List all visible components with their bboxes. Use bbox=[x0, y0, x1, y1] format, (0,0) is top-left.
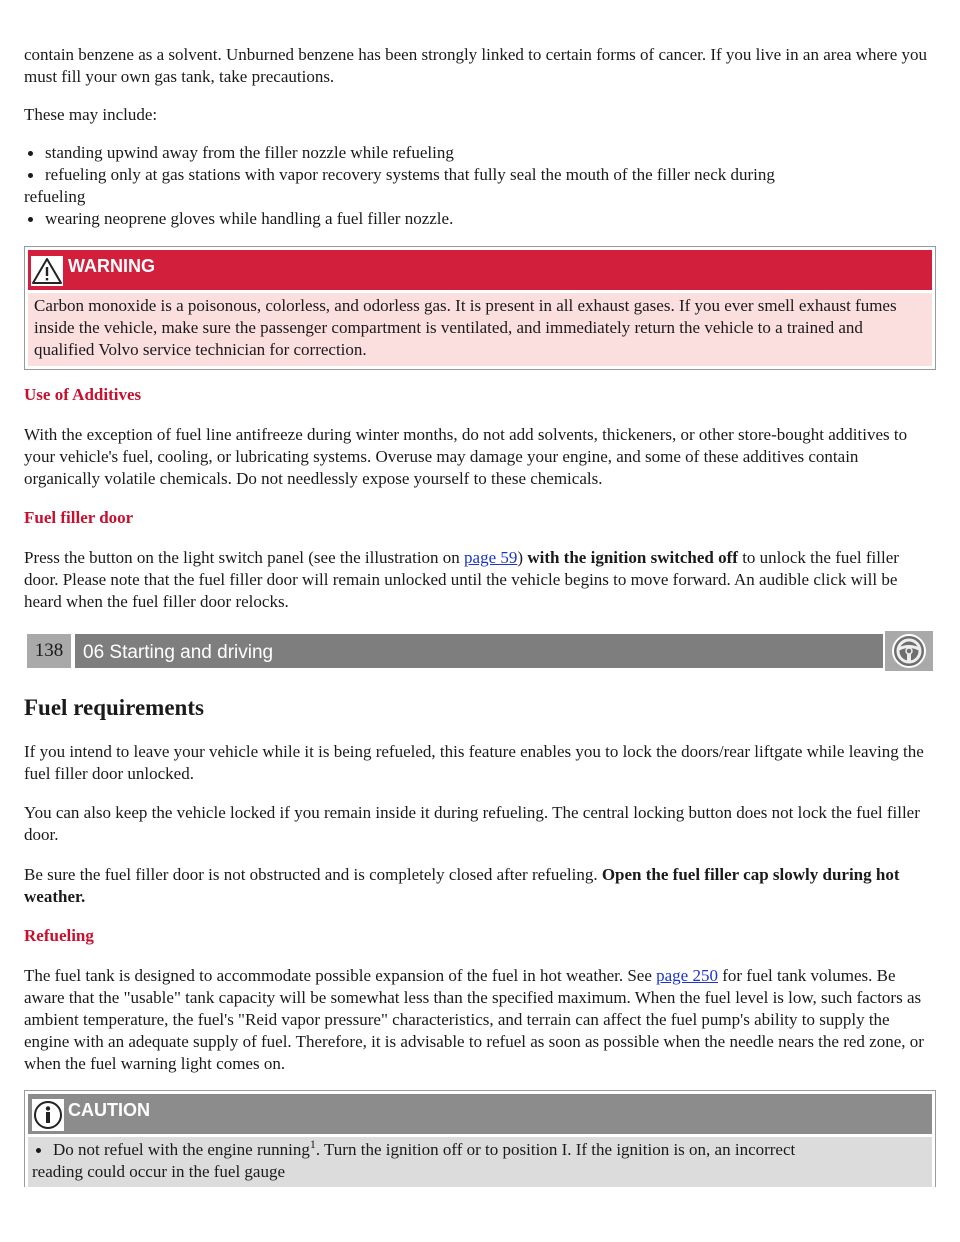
page-250-link[interactable]: page 250 bbox=[656, 966, 718, 985]
chapter-title-bar bbox=[75, 634, 883, 668]
filler-door-body bbox=[24, 547, 936, 613]
list-item bbox=[32, 1139, 926, 1183]
list-item-text: refueling only at gas stations with vapor recovery systems that fully seal the mouth of the filler neck during bbox=[45, 165, 775, 184]
page-title: Fuel requirements bbox=[24, 695, 204, 720]
refueling-heading: Refueling bbox=[24, 926, 94, 945]
footnote-marker: 1 bbox=[309, 1137, 316, 1151]
warning-label: WARNING bbox=[68, 256, 155, 276]
fuel-req-p2 bbox=[24, 802, 936, 846]
list-item-continuation: refueling bbox=[24, 187, 86, 206]
additives-text: With the exception of fuel line antifreeze during winter months, do not add solvents, thickeners, or other store-bought additives to your vehicle's fuel, cooling, or lubricating systems. Overuse may damage your engine, and some of these additives contain organically volatile chemicals. Do not needlessly expose yourself to these chemicals. bbox=[24, 425, 908, 488]
caution-label: CAUTION bbox=[68, 1100, 150, 1120]
info-icon bbox=[32, 1099, 64, 1131]
refueling-text bbox=[24, 965, 936, 1075]
filler-door-text bbox=[24, 547, 936, 613]
intro-paragraph: contain benzene as a solvent. Unburned benzene has been strongly linked to certain forms of cancer. If you live in an area where you must fill your own gas tank, take precautions. bbox=[24, 45, 928, 86]
list-item-text: wearing neoprene gloves while handling a fuel filler nozzle. bbox=[45, 209, 454, 228]
precautions-list bbox=[24, 142, 936, 230]
warning-header bbox=[28, 250, 932, 290]
steering-wheel-icon bbox=[891, 633, 927, 669]
page-59-link[interactable]: page 59 bbox=[464, 548, 518, 567]
list-item bbox=[24, 164, 936, 208]
intro-section bbox=[24, 44, 936, 88]
list-item-text: standing upwind away from the filler nozzle while refueling bbox=[45, 143, 454, 162]
chapter-title: 06 Starting and driving bbox=[83, 642, 274, 663]
refueling-text-end: for fuel tank volumes. Be aware that the "usable" tank capacity will be somewhat less than the specified maximum. When the fuel level is low, such factors as ambient temperature, the fuel's "Reid vapor pressure" characteristics, and terrain can affect the fuel pump's ability to supply the engine with an adequate supply of fuel. Therefore, it is advisable to refuel as soon as possible when the needle nears the red zone, or when the fuel warning light comes on. bbox=[24, 966, 924, 1073]
fuel-req-p1 bbox=[24, 741, 936, 785]
these-may-include-text: These may include: bbox=[24, 105, 158, 124]
warning-box bbox=[24, 246, 936, 370]
caution-item-text: Do not refuel with the engine running bbox=[53, 1140, 310, 1159]
filler-door-text-mid: ) bbox=[517, 548, 528, 567]
refueling-body bbox=[24, 965, 936, 1075]
warning-body bbox=[28, 293, 932, 366]
fuel-req-p3 bbox=[24, 864, 936, 908]
additives-heading: Use of Additives bbox=[24, 385, 142, 404]
caution-item-text-end: . Turn the ignition off or to position I. If the ignition is on, an incorrect bbox=[315, 1140, 796, 1159]
caution-list bbox=[32, 1139, 926, 1183]
caution-body bbox=[28, 1137, 932, 1187]
fuel-req-p2-text: You can also keep the vehicle locked if you remain inside it during refueling. The central locking button does not lock the fuel filler door. bbox=[24, 803, 920, 844]
chapter-icon-box bbox=[885, 631, 933, 671]
caution-item-continuation: reading could occur in the fuel gauge bbox=[32, 1162, 286, 1181]
list-item bbox=[24, 142, 936, 164]
precautions-list-wrap bbox=[24, 142, 936, 230]
refueling-section bbox=[24, 925, 936, 947]
fuel-req-p3-text bbox=[24, 864, 936, 908]
filler-door-heading: Fuel filler door bbox=[24, 508, 134, 527]
refueling-text-start: The fuel tank is designed to accommodate possible expansion of the fuel in hot weather. See bbox=[24, 966, 657, 985]
filler-door-section bbox=[24, 507, 936, 529]
page-number: 138 bbox=[27, 634, 71, 668]
warning-triangle-icon bbox=[31, 256, 63, 286]
filler-door-bold: with the ignition switched off bbox=[527, 548, 738, 567]
caution-header bbox=[28, 1094, 932, 1134]
warning-text: Carbon monoxide is a poisonous, colorless, and odorless gas. It is present in all exhaust gases. If you ever smell exhaust fumes inside the vehicle, make sure the passenger compartment is ventilated, and immediately return the vehicle to a trained and qualified Volvo service technician for correction. bbox=[34, 296, 897, 359]
caution-box bbox=[24, 1090, 936, 1187]
filler-door-text-start: Press the button on the light switch panel (see the illustration on bbox=[24, 548, 465, 567]
fuel-req-p3-plain: Be sure the fuel filler door is not obstructed and is completely closed after refueling. bbox=[24, 865, 602, 884]
fuel-req-p3-bold: Open the fuel filler cap slowly during hot weather. bbox=[24, 865, 900, 906]
filler-door-text-end: to unlock the fuel filler door. Please note that the fuel filler door will remain unlocked until the vehicle begins to move forward. An audible click will be heard when the fuel filler door relocks. bbox=[24, 548, 899, 611]
additives-section bbox=[24, 384, 936, 406]
additives-body bbox=[24, 424, 936, 490]
these-may-include bbox=[24, 104, 936, 126]
list-item bbox=[24, 208, 936, 230]
fuel-req-p1-text: If you intend to leave your vehicle while it is being refueled, this feature enables you to lock the doors/rear liftgate while leaving the fuel filler door unlocked. bbox=[24, 742, 924, 783]
chapter-bar bbox=[24, 631, 934, 671]
